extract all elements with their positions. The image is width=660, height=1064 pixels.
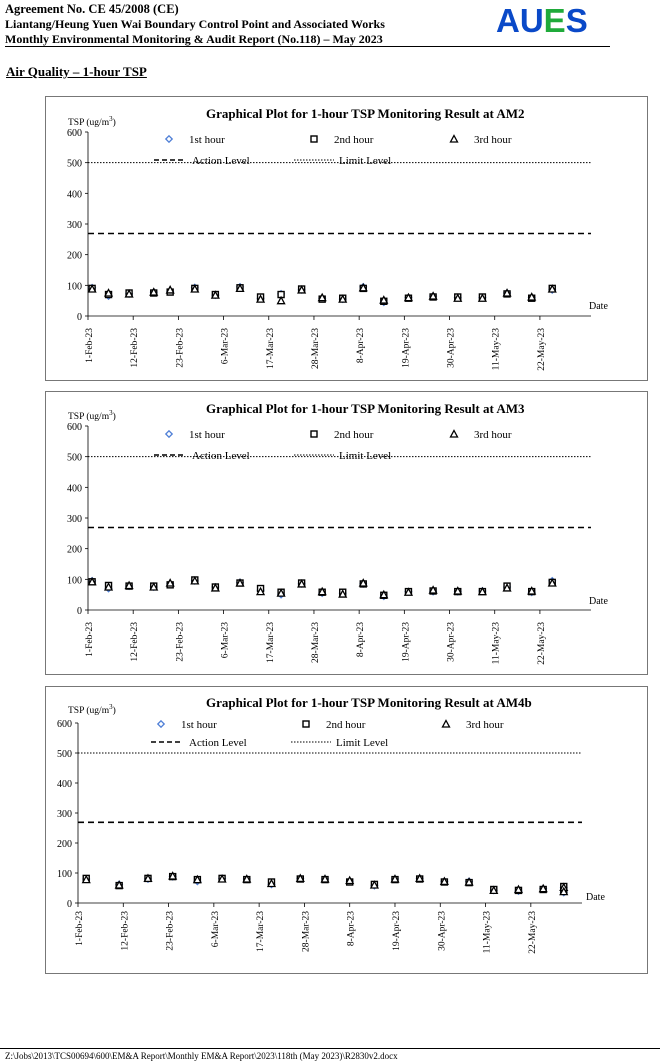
y-tick-label: 600 xyxy=(67,422,82,433)
x-tick-label: 22-May-23 xyxy=(527,911,538,954)
y-axis-label-close: ) xyxy=(112,412,116,422)
x-tick-label: 8-Apr-23 xyxy=(356,622,367,658)
x-tick-label: 12-Feb-23 xyxy=(130,328,141,368)
x-tick-label: 6-Mar-23 xyxy=(220,328,231,365)
legend-marker-2 xyxy=(311,136,317,142)
y-tick-label: 600 xyxy=(67,128,82,139)
header-divider xyxy=(5,46,610,47)
x-tick-label: 28-Mar-23 xyxy=(310,328,321,369)
x-tick-label: 11-May-23 xyxy=(482,911,493,954)
x-axis-label: Date xyxy=(589,596,608,607)
y-tick-label: 100 xyxy=(67,281,82,293)
chart-panel-am2 xyxy=(45,96,648,381)
data-point xyxy=(346,877,353,884)
x-tick-label: 8-Apr-23 xyxy=(346,911,357,947)
y-axis-label-main: TSP (ug/m xyxy=(68,706,110,716)
legend-marker-3 xyxy=(451,136,458,143)
legend-label: 1st hour xyxy=(189,429,225,441)
y-tick-label: 400 xyxy=(57,779,72,790)
chart-panel-am4b xyxy=(45,686,648,974)
y-axis-label-sup: 3 xyxy=(109,115,113,123)
logo-text-e: E xyxy=(543,2,566,39)
y-tick-label: 500 xyxy=(57,749,72,760)
legend-label: 2nd hour xyxy=(334,429,374,441)
x-tick-label: 19-Apr-23 xyxy=(401,622,412,662)
chart-title: Graphical Plot for 1-hour TSP Monitoring Result at AM2 xyxy=(206,106,525,121)
y-axis-label-sup: 3 xyxy=(109,409,113,417)
data-point xyxy=(319,294,326,301)
chart-panel-am3 xyxy=(45,391,648,675)
x-tick-label: 1-Feb-23 xyxy=(85,622,95,657)
x-tick-label: 30-Apr-23 xyxy=(446,622,457,662)
y-tick-label: 100 xyxy=(67,575,82,587)
legend-label: 3rd hour xyxy=(474,429,512,441)
legend-label: 2nd hour xyxy=(326,719,366,731)
x-tick-label: 22-May-23 xyxy=(536,622,547,665)
data-point xyxy=(528,293,535,300)
y-tick-label: 300 xyxy=(67,514,82,525)
y-axis-label xyxy=(68,409,116,422)
x-axis-label: Date xyxy=(586,892,605,903)
chart-svg xyxy=(46,687,647,973)
x-tick-label: 23-Feb-23 xyxy=(165,911,176,951)
data-point xyxy=(105,290,112,297)
x-tick-label: 8-Apr-23 xyxy=(356,328,367,364)
y-tick-label: 600 xyxy=(57,719,72,730)
data-point xyxy=(167,580,174,587)
legend-marker-1 xyxy=(166,136,172,142)
legend-action-label: Action Level xyxy=(192,155,250,167)
legend-label: 3rd hour xyxy=(474,134,512,146)
x-tick-label: 22-May-23 xyxy=(536,328,547,371)
x-tick-label: 19-Apr-23 xyxy=(391,911,402,951)
x-tick-label: 11-May-23 xyxy=(491,328,502,371)
aues-logo xyxy=(496,2,588,40)
legend-limit-label: Limit Level xyxy=(339,450,392,462)
y-tick-label: 0 xyxy=(67,899,72,910)
legend-marker-2 xyxy=(311,431,317,437)
y-tick-label: 200 xyxy=(67,544,82,556)
x-tick-label: 30-Apr-23 xyxy=(437,911,448,951)
section-title: Air Quality – 1-hour TSP xyxy=(6,64,147,79)
y-tick-label: 200 xyxy=(57,839,72,850)
y-axis-label-main: TSP (ug/m xyxy=(68,118,110,128)
footer-file-path: Z:\Jobs\2013\TCS00694\600\EM&A Report\Monthly EM&A Report\2023\118th (May 2023)\R2830v2.docx xyxy=(5,1051,398,1061)
y-tick-label: 400 xyxy=(67,189,82,201)
data-point xyxy=(380,297,387,304)
legend-action-label: Action Level xyxy=(189,737,247,749)
y-tick-label: 300 xyxy=(57,809,72,820)
x-axis-label: Date xyxy=(589,301,608,312)
x-tick-label: 1-Feb-23 xyxy=(85,328,95,363)
legend-marker-1 xyxy=(158,721,164,727)
y-tick-label: 100 xyxy=(57,869,72,880)
chart-title: Graphical Plot for 1-hour TSP Monitoring Result at AM4b xyxy=(206,695,532,710)
y-tick-label: 400 xyxy=(67,483,82,495)
y-axis-label xyxy=(68,703,116,716)
x-tick-label: 17-Mar-23 xyxy=(256,911,267,952)
legend-marker-1 xyxy=(166,431,172,437)
legend-limit-label: Limit Level xyxy=(336,737,389,749)
x-tick-label: 23-Feb-23 xyxy=(175,328,186,368)
footer-divider xyxy=(0,1048,660,1049)
y-axis-label xyxy=(68,115,116,128)
y-tick-label: 200 xyxy=(67,250,82,262)
y-axis-label-main: TSP (ug/m xyxy=(68,412,110,422)
x-tick-label: 12-Feb-23 xyxy=(130,622,141,662)
x-tick-label: 12-Feb-23 xyxy=(120,911,131,951)
x-tick-label: 17-Mar-23 xyxy=(265,328,276,369)
logo-text-s: S xyxy=(565,2,588,39)
y-axis-label-sup: 3 xyxy=(109,703,113,711)
data-point xyxy=(167,286,174,293)
y-tick-label: 0 xyxy=(77,606,82,617)
legend-limit-label: Limit Level xyxy=(339,155,392,167)
legend-label: 1st hour xyxy=(181,719,217,731)
legend-label: 3rd hour xyxy=(466,719,504,731)
x-tick-label: 19-Apr-23 xyxy=(401,328,412,368)
x-tick-label: 30-Apr-23 xyxy=(446,328,457,368)
legend-marker-3 xyxy=(443,721,450,728)
project-title: Liantang/Heung Yuen Wai Boundary Control Point and Associated Works xyxy=(5,17,385,31)
legend-action-label: Action Level xyxy=(192,450,250,462)
y-tick-label: 500 xyxy=(67,158,82,170)
logo-text-au: AU xyxy=(496,2,544,39)
chart-title: Graphical Plot for 1-hour TSP Monitoring Result at AM3 xyxy=(206,401,525,416)
x-tick-label: 28-Mar-23 xyxy=(310,622,321,663)
legend-label: 1st hour xyxy=(189,134,225,146)
y-axis-label-close: ) xyxy=(112,706,116,716)
report-title: Monthly Environmental Monitoring & Audit Report (No.118) – May 2023 xyxy=(5,32,383,46)
legend-marker-2 xyxy=(303,721,309,727)
chart-svg xyxy=(46,392,647,674)
y-axis-label-close: ) xyxy=(112,118,116,128)
x-tick-label: 28-Mar-23 xyxy=(301,911,312,952)
x-tick-label: 6-Mar-23 xyxy=(220,622,231,659)
x-tick-label: 6-Mar-23 xyxy=(210,911,221,948)
x-tick-label: 17-Mar-23 xyxy=(265,622,276,663)
legend-marker-3 xyxy=(451,431,458,438)
legend-label: 2nd hour xyxy=(334,134,374,146)
chart-svg xyxy=(46,97,647,380)
y-tick-label: 300 xyxy=(67,220,82,231)
agreement-number: Agreement No. CE 45/2008 (CE) xyxy=(5,2,179,16)
y-tick-label: 0 xyxy=(77,312,82,323)
x-tick-label: 1-Feb-23 xyxy=(75,911,85,946)
x-tick-label: 23-Feb-23 xyxy=(175,622,186,662)
y-tick-label: 500 xyxy=(67,452,82,464)
x-tick-label: 11-May-23 xyxy=(491,622,502,665)
